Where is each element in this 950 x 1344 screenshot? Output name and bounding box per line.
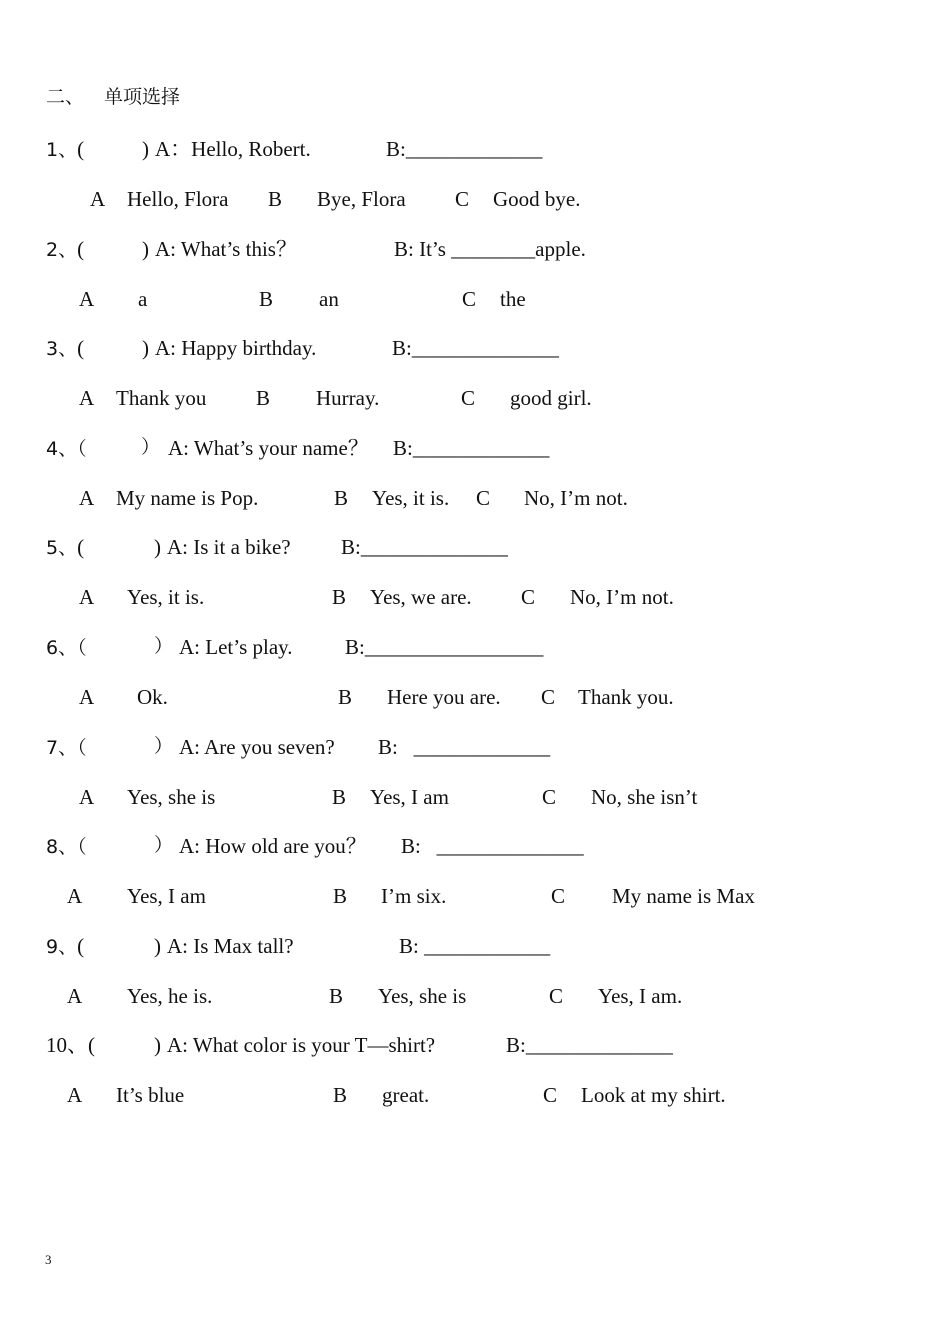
- option-a-letter: A: [79, 386, 95, 410]
- page-number: 3: [45, 1252, 52, 1267]
- option-a-letter: A: [79, 585, 95, 609]
- answer-paren-close: ): [154, 934, 161, 958]
- answer-paren-open: （: [77, 637, 87, 659]
- option-b-text: Yes, it is.: [372, 486, 450, 510]
- question-prompt: A: Are you seven?: [179, 735, 335, 759]
- answer-paren-close: ): [142, 137, 149, 161]
- option-b-letter: B: [333, 1083, 348, 1107]
- option-a-letter: A: [90, 187, 106, 211]
- option-a-text: Thank you: [116, 386, 207, 410]
- option-a-text: Yes, she is: [127, 785, 216, 809]
- option-b-text: Here you are.: [387, 685, 501, 709]
- option-a-text: Yes, he is.: [127, 984, 213, 1008]
- question-number: 8、: [46, 836, 78, 858]
- question-prompt: A: Is Max tall?: [167, 934, 294, 958]
- option-a-letter: A: [79, 785, 95, 809]
- option-b-text: Yes, she is: [378, 984, 467, 1008]
- answer-paren-open: （: [77, 836, 87, 858]
- answer-paren-open: （: [77, 438, 87, 460]
- answer-paren-close: ）: [141, 436, 161, 458]
- question-prompt: A: Is it a bike?: [167, 535, 291, 559]
- answer-blank: B:______________: [341, 535, 508, 559]
- option-b-text: I’m six.: [381, 884, 447, 908]
- option-b-letter: B: [333, 884, 348, 908]
- question-number: 9、: [46, 936, 78, 958]
- option-a-letter: A: [79, 287, 95, 311]
- option-c-letter: C: [543, 1083, 558, 1107]
- answer-paren-close: ）: [154, 834, 174, 856]
- answer-paren-close: ）: [154, 735, 174, 757]
- question-prompt: A：Hello, Robert.: [155, 137, 311, 161]
- option-b-text: Yes, we are.: [370, 585, 472, 609]
- question-number: 1、: [46, 139, 78, 161]
- question-number: 6、: [46, 637, 78, 659]
- option-c-letter: C: [476, 486, 491, 510]
- question-number: 4、: [46, 438, 78, 460]
- option-a-letter: A: [79, 486, 95, 510]
- option-b-text: an: [319, 287, 339, 311]
- option-a-letter: A: [67, 984, 83, 1008]
- option-c-letter: C: [521, 585, 536, 609]
- question-number: 10、: [46, 1033, 88, 1057]
- option-b-text: Yes, I am: [370, 785, 449, 809]
- option-b-letter: B: [332, 585, 347, 609]
- answer-paren-close: ): [154, 1033, 161, 1057]
- answer-blank: B: _____________: [378, 735, 551, 759]
- option-b-letter: B: [268, 187, 283, 211]
- question-number: 5、: [46, 537, 78, 559]
- question-prompt: A: How old are you？: [179, 834, 367, 858]
- option-b-letter: B: [334, 486, 349, 510]
- option-c-letter: C: [542, 785, 557, 809]
- answer-paren-open: (: [77, 237, 85, 261]
- option-a-text: My name is Pop.: [116, 486, 259, 510]
- option-c-letter: C: [541, 685, 556, 709]
- option-b-letter: B: [332, 785, 347, 809]
- option-a-letter: A: [67, 1083, 83, 1107]
- option-a-text: Yes, I am: [127, 884, 206, 908]
- answer-paren-open: (: [77, 336, 85, 360]
- option-b-text: Hurray.: [316, 386, 380, 410]
- answer-paren-close: ): [154, 535, 161, 559]
- answer-blank: B: ____________: [399, 934, 551, 958]
- section-title: 单项选择: [104, 86, 181, 108]
- answer-blank: B:______________: [506, 1033, 673, 1057]
- question-prompt: A: What’s your name？: [168, 436, 369, 460]
- option-b-letter: B: [329, 984, 344, 1008]
- option-b-letter: B: [259, 287, 274, 311]
- option-c-text: No, I’m not.: [524, 486, 628, 510]
- option-c-text: No, she isn’t: [591, 785, 698, 809]
- question-prompt: A: Happy birthday.: [155, 336, 317, 360]
- section-number: 二、: [46, 86, 85, 108]
- option-c-letter: C: [551, 884, 566, 908]
- question-number: 3、: [46, 338, 78, 360]
- question-prompt: A: What’s this？: [155, 237, 297, 261]
- option-c-letter: C: [455, 187, 470, 211]
- answer-blank: B:_____________: [393, 436, 550, 460]
- option-b-letter: B: [338, 685, 353, 709]
- option-c-text: Thank you.: [578, 685, 674, 709]
- option-c-letter: C: [462, 287, 477, 311]
- answer-paren-open: (: [88, 1033, 95, 1057]
- option-a-text: a: [138, 287, 148, 311]
- answer-blank: B:_____________: [386, 137, 543, 161]
- option-b-letter: B: [256, 386, 271, 410]
- option-c-text: No, I’m not.: [570, 585, 674, 609]
- option-c-text: Look at my shirt.: [581, 1083, 726, 1107]
- option-c-letter: C: [549, 984, 564, 1008]
- option-c-text: My name is Max: [612, 884, 755, 908]
- option-b-text: great.: [382, 1083, 430, 1107]
- answer-paren-open: (: [77, 137, 85, 161]
- answer-blank: B: ______________: [401, 834, 584, 858]
- question-prompt: A: What color is your T—shirt?: [167, 1033, 436, 1057]
- question-prompt: A: Let’s play.: [179, 635, 293, 659]
- option-c-text: Good bye.: [493, 187, 581, 211]
- option-a-letter: A: [79, 685, 95, 709]
- answer-blank: B: It’s ________apple.: [394, 237, 586, 261]
- answer-paren-close: ): [142, 336, 149, 360]
- option-c-text: good girl.: [510, 386, 592, 410]
- question-number: 2、: [46, 239, 78, 261]
- option-a-text: Ok.: [137, 685, 168, 709]
- option-a-text: Hello, Flora: [127, 187, 229, 211]
- option-c-text: Yes, I am.: [598, 984, 683, 1008]
- option-a-letter: A: [67, 884, 83, 908]
- answer-paren-open: (: [77, 934, 85, 958]
- option-c-letter: C: [461, 386, 476, 410]
- answer-paren-close: ): [142, 237, 149, 261]
- answer-blank: B:_________________: [345, 635, 544, 659]
- answer-paren-open: (: [77, 535, 85, 559]
- option-b-text: Bye, Flora: [317, 187, 406, 211]
- answer-blank: B:______________: [392, 336, 559, 360]
- option-a-text: Yes, it is.: [127, 585, 205, 609]
- answer-paren-open: （: [77, 737, 87, 759]
- option-a-text: It’s blue: [116, 1083, 185, 1107]
- question-number: 7、: [46, 737, 78, 759]
- option-c-text: the: [500, 287, 526, 311]
- answer-paren-close: ）: [154, 635, 174, 657]
